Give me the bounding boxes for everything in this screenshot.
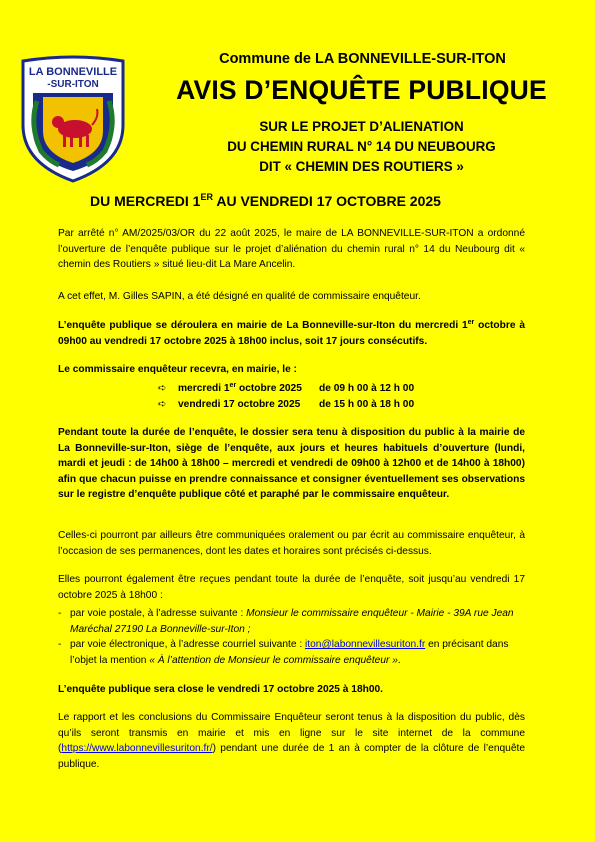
list-item	[58, 637, 525, 668]
email-end: .	[397, 654, 401, 666]
commune-crest-logo	[19, 55, 127, 183]
paragraph-permanences-intro: Le commissaire enquêteur recevra, en mairie, le :	[58, 364, 297, 375]
subtitle-line-2: DU CHEMIN RURAL N° 14 DU NEUBOURG	[227, 139, 496, 154]
schedule-list	[158, 381, 414, 412]
list-item	[58, 606, 525, 637]
paragraph-observations: Celles-ci pourront par ailleurs être communiquées oralement ou par écrit au commissaire enquêteur, à l’occasion de ses permanences, dont les dates et horaires sont précisés ci-dessus.	[58, 530, 525, 557]
dates-part-a: DU MERCREDI 1	[90, 193, 201, 209]
crest-line2: -SUR-ITON	[47, 79, 99, 90]
paragraph-commissaire: A cet effet, M. Gilles SAPIN, a été désigné en qualité de commissaire enquêteur.	[58, 291, 421, 302]
p3-part-a: L’enquête publique se déroulera en mairie de La Bonneville-sur-Iton du mercredi 1	[58, 320, 468, 331]
dates-sup: ER	[200, 192, 213, 202]
email-item	[70, 637, 525, 668]
day-a: vendredi 17 octobre 2025	[178, 398, 301, 410]
schedule-hours: de 15 h 00 à 18 h 00	[319, 398, 415, 410]
dates-part-b: AU VENDREDI 17 OCTOBRE 2025	[212, 193, 441, 209]
rapport-part-a: Le rapport et les conclusions du Commissaire Enquêteur seront tenus à la disposition du public, dès qu’ils seront transmis en mairie et mis en ligne sur le site internet de la commune (	[58, 712, 525, 755]
inquiry-dates-heading	[0, 193, 595, 209]
arrow-icon: ➪	[158, 383, 167, 395]
paragraph-enquete-dates	[58, 318, 525, 349]
subtitle-block	[128, 117, 595, 177]
paragraph-arrete: Par arrêté n° AM/2025/03/OR du 22 août 2025, le maire de LA BONNEVILLE-SUR-ITON a ordonné l’ouverture de l’enquête publique sur le projet d’aliénation du chemin rural n° 14 du Neubourg dit « chemin des Routiers » situé lieu-dit La Mare Ancelin.	[58, 228, 525, 271]
crest-line1: LA BONNEVILLE	[28, 66, 118, 78]
subtitle-line-1: SUR LE PROJET D’ALIENATION	[259, 119, 464, 134]
schedule-day	[178, 399, 319, 410]
bullet-dash: -	[58, 608, 62, 619]
paragraph-reception: Elles pourront également être reçues pendant toute la durée de l’enquête, soit jusqu’au vendredi 17 octobre 2025 à 18h00 :	[58, 574, 525, 601]
schedule-row	[158, 397, 414, 413]
day-a: mercredi 1	[178, 383, 230, 395]
paragraph-closing: L’enquête publique sera close le vendredi 17 octobre 2025 à 18h00.	[58, 684, 383, 695]
rapport-part-b: ) pendant une durée de 1 an à compter de la clôture de l’enquête publique.	[58, 743, 525, 770]
postal-label: par voie postale, à l’adresse suivante :	[70, 608, 247, 619]
email-link[interactable]: iton@labonnevillesuriton.fr	[305, 639, 426, 651]
subtitle-line-3: DIT « CHEMIN DES ROUTIERS »	[259, 159, 464, 174]
postal-address-item	[70, 606, 525, 637]
day-b: octobre 2025	[236, 383, 302, 395]
email-after: en précisant dans l’objet la mention	[70, 639, 509, 666]
bullet-dash: -	[58, 639, 62, 651]
contact-bullet-list	[58, 606, 525, 668]
email-mention: « À l’attention de Monsieur le commissaire enquêteur »	[149, 654, 398, 666]
schedule-hours: de 09 h 00 à 12 h 00	[319, 383, 415, 395]
p3-part-b: octobre à 09h00 au vendredi 17 octobre 2025 à 18h00 inclus, soit 17 jours consécutifs.	[58, 320, 525, 347]
paragraph-dossier: Pendant toute la durée de l’enquête, le dossier sera tenu à disposition du public à la mairie de La Bonneville-sur-Iton, siège de l’enquête, aux jours et heures habituels d’ouverture (lundi, mardi et jeudi : de 14h00 à 18h00 – mercredi et vendredi de 09h00 à 12h00 et de 14h00 à 18h00) afin que chacun puisse en prendre connaissance et consigner éventuellement ses observations sur le registre d’enquête publique côté et paraphé par le commissaire enquêteur.	[58, 427, 525, 501]
email-label: par voie électronique, à l’adresse courriel suivante :	[70, 639, 306, 651]
schedule-row	[158, 381, 414, 397]
p3-sup: er	[467, 319, 475, 326]
paragraph-rapport	[58, 710, 525, 772]
day-sup: er	[229, 382, 237, 390]
postal-address: Monsieur le commissaire enquêteur - Mairie - 39A rue Jean Maréchal 27190 La Bonneville-sur-Iton ;	[70, 608, 514, 635]
page-title: AVIS D’ENQUÊTE PUBLIQUE	[176, 75, 547, 105]
website-link[interactable]: https://www.labonnevillesuriton.fr/	[61, 743, 213, 755]
arrow-icon: ➪	[158, 398, 167, 410]
schedule-day	[178, 383, 319, 394]
commune-heading: Commune de LA BONNEVILLE-SUR-ITON	[219, 51, 506, 67]
